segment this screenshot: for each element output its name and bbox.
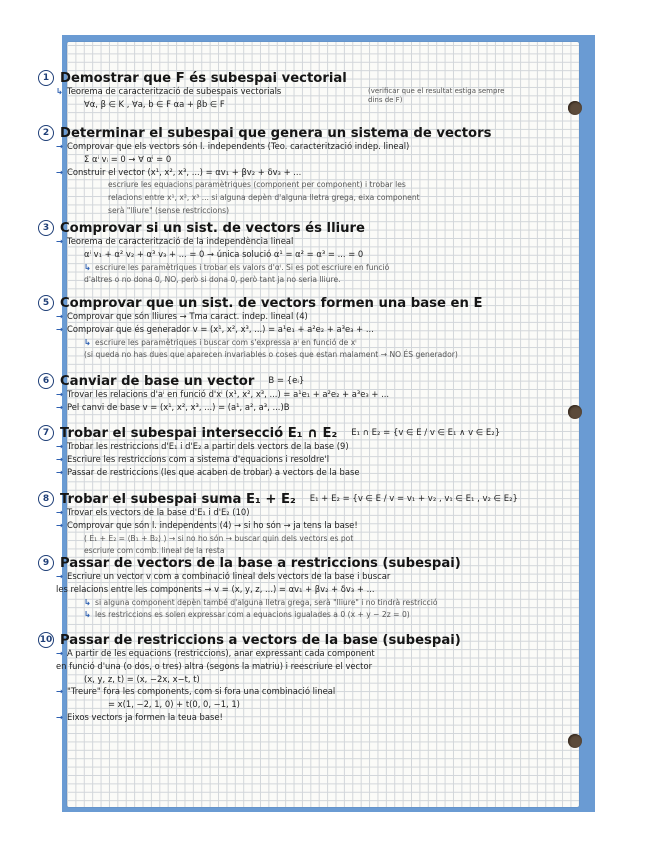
arrow-icon: ↳ (84, 596, 92, 607)
note-line (38, 609, 508, 622)
section-title: Canviar de base un vector (60, 373, 255, 389)
note-line (38, 249, 508, 262)
note-text: d'altres o no dona 0, NO, però si dona 0, però tant ja no seria lliure. (84, 275, 341, 285)
note-line (38, 441, 508, 454)
note-section (38, 220, 508, 287)
section-title: Trobar el subespai suma E₁ + E₂ (60, 491, 296, 507)
section-title: Demostrar que F és subespai vectorial (60, 70, 347, 86)
section-heading (38, 632, 508, 648)
section-number-badge: 3 (38, 220, 54, 236)
section-heading (38, 373, 508, 389)
arrow-icon: → (56, 236, 64, 246)
note-line (38, 674, 508, 687)
arrow-icon: → (56, 389, 64, 399)
arrow-icon: → (56, 453, 64, 464)
note-text: Teorema de caracterització de subespais vectorials (67, 86, 282, 96)
note-text: escriure les paramètriques i buscar com s'expressa aⁱ en funció de xⁱ (95, 337, 357, 347)
note-line (38, 584, 508, 597)
section-title: Determinar el subespai que genera un sistema de vectors (60, 125, 492, 141)
note-line (38, 571, 508, 584)
punch-hole (568, 405, 582, 419)
section-title: Comprovar que un sist. de vectors formen una base en E (60, 295, 483, 311)
side-note: (verificar que el resultat estiga sempre dins de F) (368, 87, 505, 104)
note-section (38, 70, 508, 112)
arrow-icon: ↳ (84, 336, 92, 347)
section-formula: E₁ + E₂ = {v ∈ E / v = v₁ + v₂ , v₁ ∈ E₁ , v₂ ∈ E₂} (309, 494, 518, 504)
note-text: Teorema de caracterització de la independència lineal (67, 236, 294, 246)
note-text: Trovar els vectors de la base d'E₁ i d'E₂ (10) (67, 507, 250, 517)
arrow-icon: → (56, 711, 64, 722)
note-text: (si queda no has dues que aparecen invariables o coses que estan malament → NO ÉS generador) (84, 350, 458, 360)
note-text: Passar de restriccions (les que acaben de trobar) a vectors de la base (67, 466, 360, 477)
note-line (38, 274, 508, 287)
note-text: Comprovar que els vectors són l. independents (Teo. caracterització indep. lineal) (67, 141, 410, 151)
note-text: escriure les equacions paramètriques (component per component) i trobar les (108, 180, 406, 190)
note-line (38, 467, 508, 480)
arrow-icon: → (56, 323, 64, 334)
section-number-badge: 2 (38, 125, 54, 141)
note-text: Escriure un vector v com a combinació lineal dels vectors de la base i buscar (67, 571, 391, 581)
arrow-icon: → (56, 441, 64, 451)
note-line (38, 533, 508, 546)
note-text: Trovar les relacions d'aⁱ en funció d'xⁱ (x¹, x², x³, ...) = a¹e₁ + a²e₂ + a³e₃ + ... (67, 389, 390, 399)
note-text: Comprovar que és generador v = (x¹, x², x³, ...) = a¹e₁ + a²e₂ + a³e₃ + ... (67, 323, 374, 334)
section-heading (38, 125, 508, 141)
section-number-badge: 1 (38, 70, 54, 86)
note-text: Σ αⁱ vᵢ = 0 → ∀ αⁱ = 0 (84, 153, 172, 164)
note-text: Eixos vectors ja formen la teua base! (67, 711, 223, 722)
section-heading (38, 425, 508, 441)
note-section (38, 295, 508, 362)
note-text: (x, y, z, t) = (x, −2x, x−t, t) (84, 673, 200, 684)
section-heading (38, 70, 508, 86)
section-title: Passar de restriccions a vectors de la base (subespai) (60, 632, 461, 648)
section-heading (38, 295, 508, 311)
note-text: "Treure" fora les components, com si fora una combinació lineal (67, 686, 336, 697)
section-number-badge: 10 (38, 632, 54, 648)
note-line (38, 154, 508, 167)
section-number-badge: 6 (38, 373, 54, 389)
note-text: les restriccions es solen expressar com a equacions igualades a 0 (x + y − 2z = 0) (95, 610, 410, 620)
note-line (38, 712, 508, 725)
note-line (38, 192, 508, 205)
note-line (38, 167, 508, 180)
arrow-icon: → (56, 141, 64, 151)
note-text: Pel canvi de base v = (x¹, x², x³, ...) = (a¹, a², a³, ...)B (67, 401, 290, 412)
note-text: αⁱ v₁ + α² v₂ + α³ v₃ + ... = 0 → única solució α¹ = α² = α³ = ... = 0 (84, 248, 364, 259)
note-text: Comprovar que són l. independents (4) → si ho són → ja tens la base! (67, 519, 358, 530)
note-line (38, 236, 508, 249)
note-text: relacions entre x¹, x², x³ ... si alguna depèn d'alguna lletra grega, eixa component (108, 193, 420, 203)
note-text: Comprovar que són lliures → Tma caract. indep. lineal (4) (67, 311, 308, 321)
note-text: Trobar les restriccions d'E₁ i d'E₂ a partir dels vectors de la base (9) (67, 441, 349, 451)
section-formula: B = {eᵢ} (268, 376, 305, 386)
section-heading (38, 491, 518, 507)
note-section (38, 125, 508, 218)
note-text: si alguna component depèn també d'alguna lletra grega, serà "lliure" i no tindrà restricció (95, 597, 438, 607)
section-formula: E₁ ∩ E₂ = {v ∈ E / v ∈ E₁ ∧ v ∈ E₂} (351, 428, 501, 438)
note-line (38, 205, 508, 218)
note-line (38, 402, 508, 415)
section-heading (38, 220, 508, 236)
note-line (38, 520, 508, 533)
note-line (38, 686, 508, 699)
arrow-icon: → (56, 571, 64, 581)
arrow-icon: → (56, 686, 64, 697)
note-text: Escriure les restriccions com a sistema d'equacions i resoldre'l (67, 453, 330, 464)
arrow-icon: ↳ (84, 261, 92, 272)
section-title: Comprovar si un sist. de vectors és lliure (60, 220, 365, 236)
section-title: Trobar el subespai intersecció E₁ ∩ E₂ (60, 425, 338, 441)
note-line (38, 311, 508, 324)
note-line (38, 179, 508, 192)
note-text: Construir el vector (x¹, x², x³, ...) = αv₁ + βv₂ + δv₃ + ... (67, 166, 302, 177)
section-heading (38, 555, 508, 571)
note-text: ∀α, β ∈ K , ∀a, b ∈ F αa + βb ∈ F (84, 98, 225, 109)
note-text: serà "lliure" (sense restriccions) (108, 205, 230, 215)
note-line (38, 699, 508, 712)
arrow-icon: → (56, 519, 64, 530)
note-section (38, 491, 518, 558)
note-text: = x(1, −2, 1, 0) + t(0, 0, −1, 1) (108, 699, 240, 710)
note-text: en funció d'una (o dos, o tres) altra (segons la matriu) i reescriure el vector (56, 660, 373, 671)
note-line (38, 507, 508, 520)
note-line (38, 349, 508, 362)
section-number-badge: 9 (38, 555, 54, 571)
note-line (38, 454, 508, 467)
note-line (38, 661, 508, 674)
arrow-icon: → (56, 311, 64, 321)
arrow-icon: → (56, 401, 64, 412)
punch-hole (568, 734, 582, 748)
note-line (38, 597, 508, 610)
punch-hole (568, 101, 582, 115)
section-number-badge: 8 (38, 491, 54, 507)
arrow-icon: ↳ (84, 609, 92, 620)
section-number-badge: 7 (38, 425, 54, 441)
arrow-icon: → (56, 166, 64, 177)
note-text: les relacions entre les components → v = (x, y, z, ...) = αv₁ + βv₂ + δv₃ + ... (56, 583, 375, 594)
note-text: ( E₁ + E₂ = ⟨B₁ + B₂⟩ ) → si no ho són → buscar quin dels vectors es pot (84, 533, 354, 543)
note-line (38, 324, 508, 337)
note-text: escriure com comb. lineal de la resta (84, 546, 225, 556)
arrow-icon: → (56, 466, 64, 477)
section-number-badge: 5 (38, 295, 54, 311)
note-section (38, 632, 508, 725)
note-section (38, 425, 508, 479)
section-title: Passar de vectors de la base a restriccions (subespai) (60, 555, 461, 571)
note-text: escriure les paramètriques i trobar els valors d'αⁱ. Si es pot escriure en funció (95, 262, 390, 272)
note-line (38, 262, 508, 275)
note-line (38, 648, 508, 661)
note-line (38, 141, 508, 154)
arrow-icon: ↳ (56, 86, 64, 96)
arrow-icon: → (56, 507, 64, 517)
note-text: A partir de les equacions (restriccions), anar expressant cada component (67, 648, 375, 658)
note-section (38, 373, 508, 415)
note-line (38, 389, 508, 402)
note-section (38, 555, 508, 622)
note-line (38, 337, 508, 350)
arrow-icon: → (56, 648, 64, 658)
